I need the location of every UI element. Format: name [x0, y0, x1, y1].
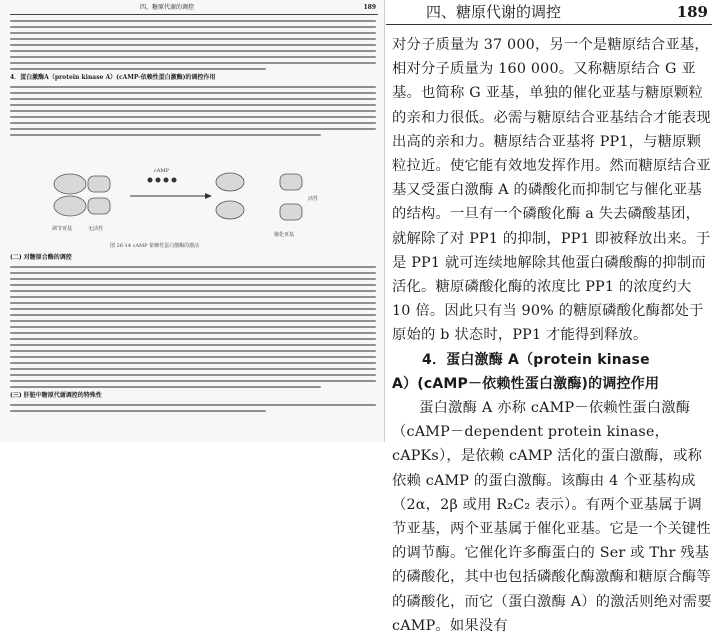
- left-page-number: 189: [363, 4, 376, 11]
- figure-label-regulatory: 调节亚基: [52, 226, 73, 232]
- figure-label-active: 活性: [308, 196, 319, 202]
- right-page-number: 189: [676, 3, 708, 21]
- left-page-thumbnail: [0, 0, 385, 442]
- left-page-paragraph-2: [10, 252, 376, 416]
- right-page-header-title: 四、糖原代谢的调控: [426, 3, 562, 21]
- right-page-header: [386, 0, 712, 25]
- section-title-line-1: 蛋白激酶 A（protein kinase: [446, 351, 650, 368]
- section-heading-line-1: [392, 348, 714, 372]
- figure-label-inactive: 无活性: [88, 226, 104, 232]
- left-page-section-heading-2: (二) 对糖原合酶的调控: [10, 254, 72, 261]
- left-page-paragraph-1: [10, 20, 376, 140]
- left-page-header: [10, 2, 378, 15]
- right-page-body: [392, 33, 714, 638]
- paragraph-pka-description: 蛋白激酶 A 亦称 cAMP－依赖性蛋白激酶（cAMP－dependent protein kinase，cAPKs），是依赖 cAMP 活化的蛋白激酶，或称依赖 cAMP 的蛋白激酶。该酶由 4 个亚基构成（2α，2β 或用 R₂C₂ 表示）。有两个亚基属于调节亚基，两个亚基属于催化亚基。它是一个关键性的调节酶。它催化许多酶蛋白的 Ser 或 Thr 残基的磷酸化，其中也包括磷酸化酶激酶和糖原合酶等的磷酸化，而它（蛋白激酶 A）的激活则绝对需要 cAMP。如果没有: [392, 400, 712, 634]
- left-page-header-title: 四、糖原代谢的调控: [140, 4, 195, 11]
- camp-pka-activation-figure: [30, 160, 330, 242]
- figure-label-catalytic: 催化亚基: [274, 232, 295, 238]
- section-number: 4．: [422, 351, 447, 368]
- left-page-section-heading-3: (三) 肝脏中糖原代谢调控的特殊性: [10, 392, 102, 399]
- left-page-section-heading-1: 4．蛋白激酶A（protein kinase A）(cAMP-依赖性蛋白激酶)的调控作用: [10, 74, 216, 81]
- right-page-zoomed: [386, 0, 720, 634]
- section-heading-line-2: A）(cAMP－依赖性蛋白激酶)的调控作用: [392, 375, 660, 392]
- paragraph-pp1-regulation: 对分子质量为 37 000，另一个是糖原结合亚基，相对分子质量为 160 000。又称糖原结合 G 亚基。也简称 G 亚基，单独的催化亚基与糖原颗粒的亲和力很低。必需与糖原结合亚基结合才能表现出高的亲和力。糖原结合亚基将 PP1，与糖原颗粒拉近。使它能有效地发挥作用。然而糖原结合亚基又受蛋白激酶 A 的磷酸化而抑制它与催化亚基的结构。一旦有一个磷酸化酶 a 失去磷酸基团，就解除了对 PP1 的抑制，PP1 即被释放出来。于是 PP1 就可连续地解除其他蛋白磷酸酶的抑制而活化。糖原磷酸化酶的浓度比 PP1 的浓度约大 10 倍。因此只有当 90% 的糖原磷酸化酶都处于原始的 b 状态时，PP1 才能得到释放。: [392, 37, 711, 344]
- left-page-figure-caption: 图 26-14 cAMP 依赖性蛋白激酶的激活: [110, 243, 200, 249]
- figure-label-camp: cAMP: [154, 168, 169, 174]
